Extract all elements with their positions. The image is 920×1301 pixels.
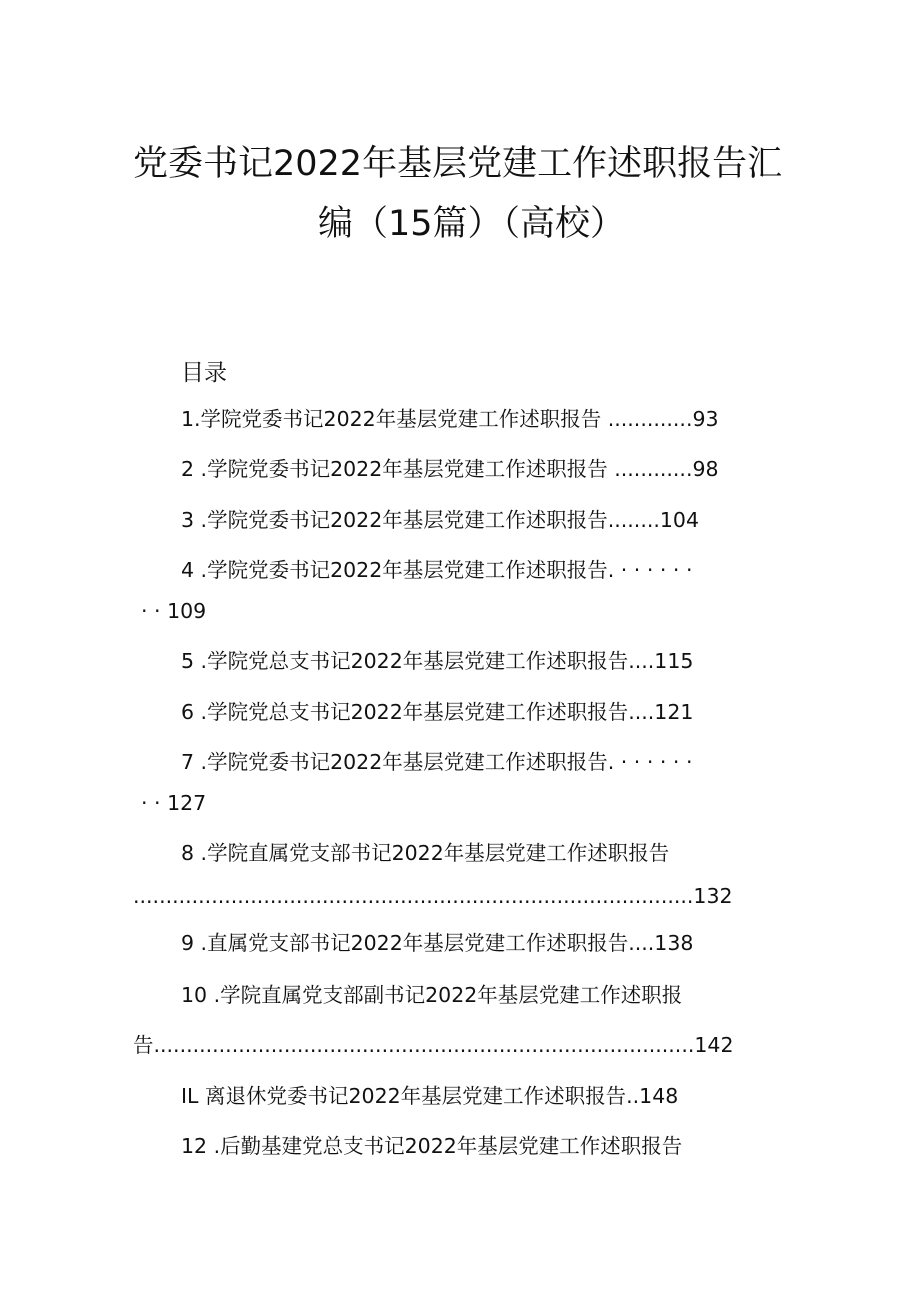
document-title-line-1: 党委书记2022年基层党建工作述职报告汇 (133, 144, 783, 184)
toc-line: 9 .直属党支部书记2022年基层党建工作述职报告....138 (181, 931, 694, 955)
toc-line: 6 .学院党总支书记2022年基层党建工作述职报告....121 (181, 700, 694, 724)
toc-line: 10 .学院直属党支部副书记2022年基层党建工作述职报 (181, 983, 683, 1007)
toc-line: 4 .学院党委书记2022年基层党建工作述职报告. · · · · · · (181, 558, 693, 582)
toc-line: 8 .学院直属党支部书记2022年基层党建工作述职报告 (181, 841, 670, 865)
toc-line: IL 离退休党委书记2022年基层党建工作述职报告..148 (181, 1084, 679, 1108)
toc-line: 3 .学院党委书记2022年基层党建工作述职报告........104 (181, 508, 700, 532)
document-title-line-2: 编（15篇）（高校） (318, 204, 626, 244)
toc-line: · · 109 (141, 599, 207, 623)
toc-line: 1.学院党委书记2022年基层党建工作述职报告 .............93 (181, 407, 719, 431)
toc-line: 2 .学院党委书记2022年基层党建工作述职报告 ............98 (181, 457, 719, 481)
toc-line: 12 .后勤基建党总支书记2022年基层党建工作述职报告 (181, 1134, 683, 1158)
toc-heading: 目录 (181, 360, 227, 386)
toc-line: 5 .学院党总支书记2022年基层党建工作述职报告....115 (181, 649, 694, 673)
toc-line: 7 .学院党委书记2022年基层党建工作述职报告. · · · · · · (181, 750, 693, 774)
toc-line: 告...................................................................................142 (133, 1033, 734, 1057)
toc-line: ......................................................................................132 (133, 884, 733, 908)
toc-line: · · 127 (141, 791, 207, 815)
